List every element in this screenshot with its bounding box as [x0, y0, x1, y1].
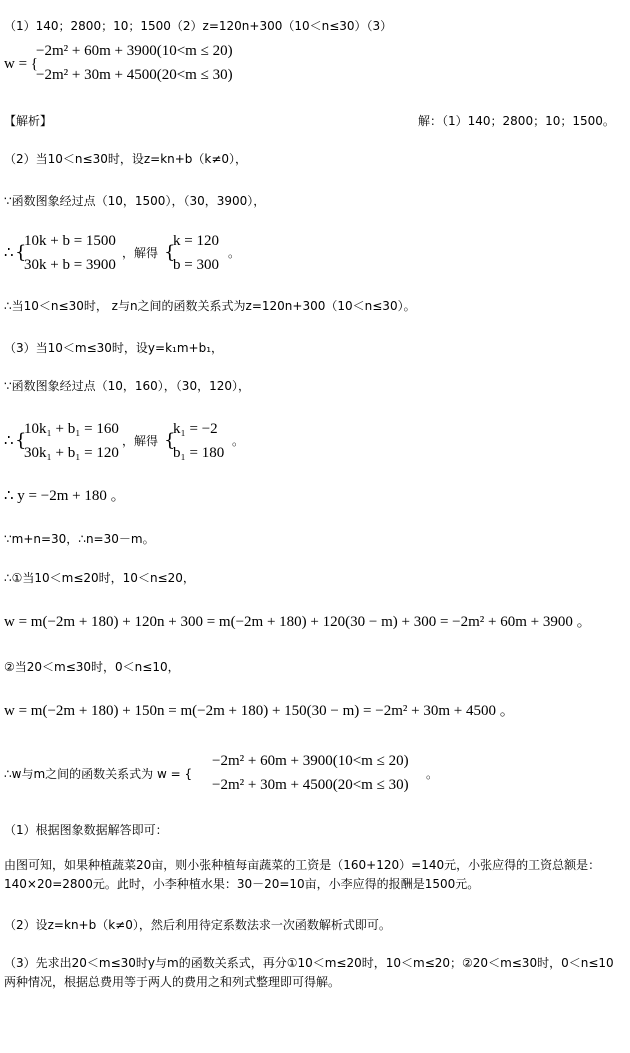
part2-points: ∵函数图象经过点（10，1500），（30，3900），: [4, 194, 266, 208]
system-brace: {: [15, 430, 27, 451]
part2-period: 。: [228, 246, 241, 260]
part3-points: ∵函数图象经过点（10，160），（30，120），: [4, 379, 250, 393]
part2-solve-label: ，解得: [122, 246, 159, 260]
therefore-symbol: ∴: [4, 245, 14, 261]
part3-solution-2: b₁ = 180: [173, 445, 225, 461]
case1-equation: w = m(−2m + 180) + 120n + 300 = m(−2m + 180) + 120(30 − m) + 300 = −2m² + 60m + 3900 。: [4, 614, 592, 630]
analysis-heading: 【解析】: [4, 114, 53, 128]
analysis-summary: 解：（1）140；2800；10；1500。: [418, 114, 615, 128]
case2-condition: ②当20＜m≤30时，0＜n≤10，: [4, 660, 180, 674]
part2-solution-1: k = 120: [173, 233, 219, 249]
part3-period: 。: [232, 434, 245, 448]
answer-line: （1）140；2800；10；1500（2）z=120n+300（10＜n≤30）（3）: [4, 19, 393, 33]
hint-1-detail: 由图可知，如果种植蔬菜20亩，则小张种植每亩蔬菜的工资是（160+120）=140元，小张应得的工资总额是：140×20=2800元。此时，小李种植水果：30－20=10亩，小李应得的报酬是1500元。: [4, 858, 601, 891]
hint-2: （2）设z=kn+b（k≠0），然后利用待定系数法求一次函数解析式即可。: [4, 918, 391, 932]
therefore-symbol: ∴: [4, 433, 14, 449]
case1-condition: ∴①当10＜m≤20时，10＜n≤20，: [4, 571, 195, 585]
part3-intro: （3）当10＜m≤30时，设y=k₁m+b₁，: [4, 341, 224, 355]
part2-solution-2: b = 300: [173, 257, 219, 273]
final-case-2: −2m² + 30m + 4500(20<m ≤ 30): [212, 777, 409, 793]
part2-equation-2: 30k + b = 3900: [24, 257, 116, 273]
part3-equation-2: 30k₁ + b₁ = 120: [24, 445, 119, 461]
part2-result: ∴当10＜n≤30时， z与n之间的函数关系式为z=120n+300（10＜n≤30）。: [4, 299, 416, 313]
answer-case-2: −2m² + 30m + 4500(20<m ≤ 30): [36, 67, 233, 83]
part3-mn: ∵m+n=30，∴n=30－m。: [4, 532, 155, 546]
solution-brace: {: [164, 242, 176, 263]
final-prefix: ∴w与m之间的函数关系式为 w = {: [4, 767, 193, 781]
part2-intro: （2）当10＜n≤30时，设z=kn+b（k≠0），: [4, 152, 248, 166]
part3-solution-1: k₁ = −2: [173, 421, 218, 437]
hint-3: （3）先求出20＜m≤30时y与m的函数关系式，再分①10＜m≤20时，10＜m≤20；②20＜m≤30时，0＜n≤10两种情况，根据总费用等于两人的费用之和列式整理即可得解。: [4, 956, 614, 989]
solution-brace: {: [164, 430, 176, 451]
answer-w-label: w = {: [4, 56, 38, 72]
final-case-1: −2m² + 60m + 3900(10<m ≤ 20): [212, 753, 409, 769]
part3-solve-label: ，解得: [122, 434, 159, 448]
part3-y-result: ∴ y = −2m + 180 。: [4, 488, 126, 504]
system-brace: {: [15, 242, 27, 263]
final-period: 。: [426, 767, 439, 781]
part3-equation-1: 10k₁ + b₁ = 160: [24, 421, 119, 437]
hint-1: （1）根据图象数据解答即可：: [4, 823, 168, 837]
case2-equation: w = m(−2m + 180) + 150n = m(−2m + 180) + 150(30 − m) = −2m² + 30m + 4500 。: [4, 703, 515, 719]
part2-equation-1: 10k + b = 1500: [24, 233, 116, 249]
answer-case-1: −2m² + 60m + 3900(10<m ≤ 20): [36, 43, 233, 59]
